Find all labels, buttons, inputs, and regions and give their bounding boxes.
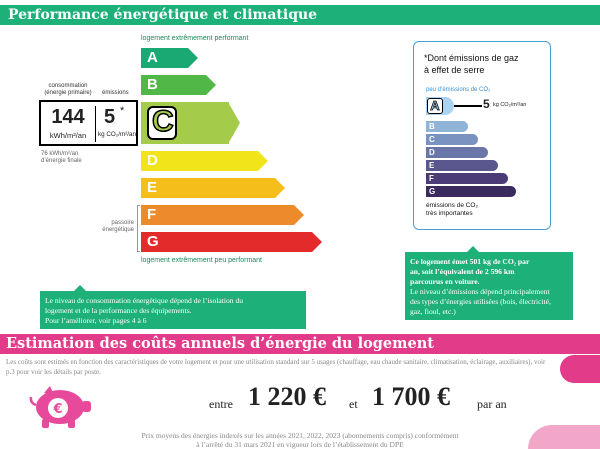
energy-scale-bottom-label: logement extrêmement peu performant [141,257,263,264]
ghg-class-a-badge: A [427,98,443,114]
energy-class-letter: A [147,49,158,66]
ghg-title [424,52,519,76]
energy-class-letter: D [147,152,158,169]
energy-class-e [141,178,275,198]
ghg-top-label: peu d’émissions de CO₂ [426,87,491,93]
piggy-bank-icon [28,383,96,429]
energy-class-g [141,232,312,252]
costs-footnote-line: à l’arrêté du 31 mars 2021 en vigueur lors de l’établissement du DPE [196,440,404,449]
energy-class-letter: F [147,206,157,223]
info-consumption-line: logement et de la performance des équipements. [45,306,192,315]
emissions-unit: kg CO₂/m²/an [97,131,137,138]
costs-min: 1 220 € [248,382,326,411]
values-box [39,100,138,146]
passoire-label-line: passoire [111,220,134,226]
consumption-unit: kWh/m²/an [49,131,87,140]
emissions-star: * [120,105,125,117]
costs-par-an: par an [477,397,507,411]
costs-header-title: Estimation des coûts annuels d’énergie du logement [6,335,434,352]
ghg-bottom-label-line: très importantes [426,210,473,217]
ghg-title-line: à effet de serre [424,65,485,75]
energy-class-f [141,205,294,225]
costs-entre: entre [209,397,233,411]
final-energy-line: 76 kWh/m²/an [41,151,79,157]
ghg-bottom-label [426,202,478,218]
performance-header [0,5,600,25]
costs-et: et [349,397,358,411]
energy-class-letter: B [147,76,158,93]
energy-class-letter: G [147,233,159,250]
info-emissions [405,252,573,320]
emissions-value: 5 [104,106,116,128]
final-energy [41,151,82,165]
ghg-class-g: G [426,186,516,197]
energy-class-c-badge [147,106,177,140]
info-emissions-bold-line: an, soit l’équivalent de 2 596 km [410,267,515,276]
final-energy-line: d’énergie finale [41,158,82,164]
energy-class-a [141,48,188,68]
ghg-pointer-line [454,105,482,107]
ghg-title-line: *Dont émissions de gaz [424,53,519,63]
costs-footnote [0,431,600,449]
ghg-box [413,41,551,230]
energy-class-d [141,151,258,171]
passoire-label [96,220,134,234]
info-consumption-line: Le niveau de consommation énergétique dépend de l’isolation du [45,296,244,305]
consumption-label-line: consommation [48,83,88,89]
ghg-current-unit: kg CO₂/m²/an [493,102,527,108]
passoire-bracket [137,205,140,252]
values-separator [95,106,96,142]
ghg-bottom-label-line: émissions de CO₂ [426,202,479,209]
info-emissions-line: gaz, fioul, etc.) [410,307,456,316]
ghg-class-e: E [426,160,498,171]
ghg-class-d: D [426,147,488,158]
consumption-label-line: (énergie primaire) [44,90,92,96]
ghg-class-b: B [426,121,468,132]
ghg-class-c: C [426,134,478,145]
costs-intro-line: p.3 pour voir les détails par poste. [6,367,101,376]
costs-intro [6,358,594,377]
emissions-label: émissions [102,90,129,96]
ghg-class-f: F [426,173,508,184]
energy-class-b [141,75,206,95]
info-emissions-line: des types d’énergies utilisées (bois, électricité, [410,297,551,306]
energy-class-c-arrow [228,102,240,144]
energy-class-letter: C [152,105,174,138]
energy-class-letter: E [147,179,158,196]
costs-intro-line: Les coûts sont estimés en fonction des caractéristiques de votre logement et pour une utilisation standard sur 5 usages (chauffage, eau chaude sanitaire, climatisation, éclairage, auxiliaires), voir [6,358,546,366]
info-emissions-bold-line: Ce logement émet 501 kg de CO₂ par [410,257,530,266]
consumption-value: 144 [51,106,85,128]
costs-header [0,334,600,354]
costs-footnote-line: Prix moyens des énergies indexés sur les années 2021, 2022, 2023 (abonnements compris) conformément [141,431,459,440]
energy-scale-top-label: logement extrêmement performant [141,35,249,42]
ghg-current-value: 5 [483,97,490,111]
consumption-label [40,83,96,97]
passoire-label-line: énergétique [102,227,134,233]
costs-max: 1 700 € [372,382,450,411]
svg-text:€: € [53,402,63,417]
info-emissions-line: Le niveau d’émissions dépend principalement [410,287,550,296]
info-consumption-line: Pour l’améliorer, voir pages 4 à 6 [45,316,147,325]
performance-header-title: Performance énergétique et climatique [8,7,318,23]
info-consumption [40,291,306,329]
info-emissions-bold-line: parcourus en voiture. [410,277,480,286]
